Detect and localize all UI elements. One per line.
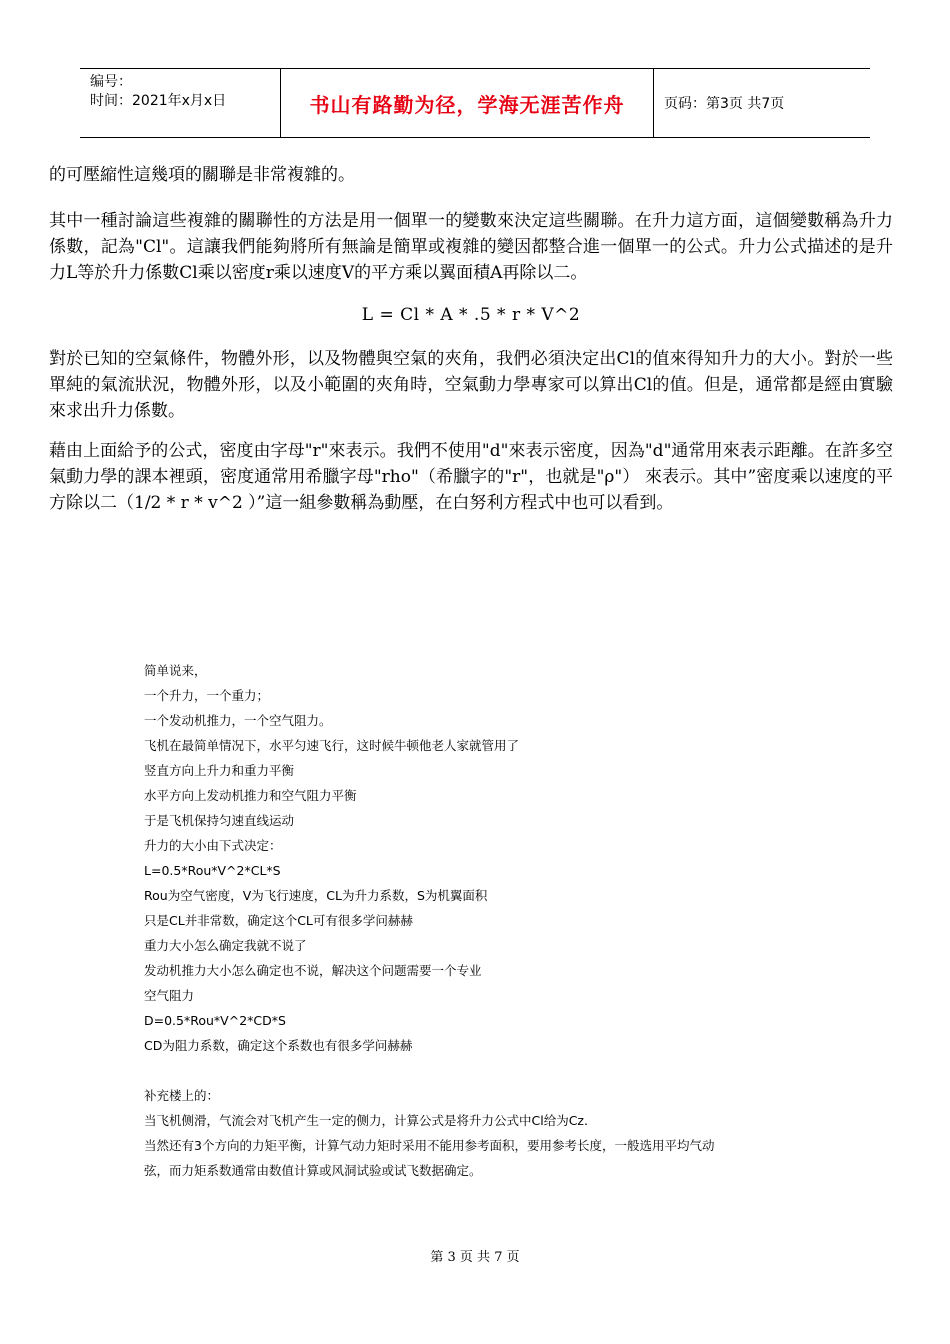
header-meta <box>80 69 281 137</box>
note-line: 于是飞机保持匀速直线运动 <box>144 813 295 828</box>
lift-equation: L=0.5*Rou*V^2*CL*S <box>144 863 281 878</box>
header-page-label: 页码：第3页 共7页 <box>664 96 785 112</box>
note-line: 简单说来， <box>144 663 207 678</box>
paragraph-4: 藉由上面給予的公式，密度由字母"r"來表示。我們不使用"d"來表示密度，因為"d"通常用來表示距離。在許多空氣動力學的課本裡頭，密度通常用希臘字母"rho"（希臘字的"r"，也就是"ρ"） 來表示。其中”密度乘以速度的平方除以二（1/2 * r * v^2 ）”這一組參數稱為動壓，在白努利方程式中也可以看到。 <box>49 441 893 513</box>
paragraph-2: 其中一種討論這些複雜的關聯性的方法是用一個單一的變數來決定這些關聯。在升力這方面，這個變數稱為升力係數，記為"Cl"。這讓我們能夠將所有無論是簡單或複雜的變因都整合進一個單一的公式。升力公式描述的是升力L等於升力係數Cl乘以密度r乘以速度V的平方乘以翼面積A再除以二。 <box>49 211 893 283</box>
supplement-line: 当然还有3个方向的力矩平衡，计算气动力矩时采用不能用参考面积，要用参考长度，一般选用平均气动 <box>144 1138 715 1153</box>
note-line: 一个发动机推力，一个空气阻力。 <box>144 713 332 728</box>
main-text <box>49 162 893 530</box>
spacer <box>144 1058 824 1083</box>
header-motto: 书山有路勤为径，学海无涯苦作舟 <box>281 69 654 137</box>
note-line: Rou为空气密度，V为飞行速度，CL为升力系数，S为机翼面积 <box>144 888 488 903</box>
note-line: 空气阻力 <box>144 988 195 1003</box>
note-line: CD为阻力系数，确定这个系数也有很多学问赫赫 <box>144 1038 413 1053</box>
note-line: 飞机在最简单情况下，水平匀速飞行，这时候牛顿他老人家就管用了 <box>144 738 520 753</box>
page-header <box>80 68 870 138</box>
note-line: 一个升力，一个重力； <box>144 688 270 703</box>
note-line: 发动机推力大小怎么确定也不说，解决这个问题需要一个专业 <box>144 963 482 978</box>
time-label: 时间：2021年x月x日 <box>90 93 227 109</box>
drag-equation: D=0.5*Rou*V^2*CD*S <box>144 1013 286 1028</box>
paragraph-3: 對於已知的空氣條件，物體外形，以及物體與空氣的夾角，我們必須決定出Cl的值來得知升力的大小。對於一些單純的氣流狀況，物體外形，以及小範圍的夾角時，空氣動力學專家可以算出Cl的值。但是，通常都是經由實驗來求出升力係數。 <box>49 349 893 421</box>
note-line: 只是CL并非常数，确定这个CL可有很多学问赫赫 <box>144 913 413 928</box>
note-line: 重力大小怎么确定我就不说了 <box>144 938 307 953</box>
number-label: 编号： <box>90 74 132 90</box>
page-footer: 第 3 页 共 7 页 <box>430 1250 520 1265</box>
note-line: 竖直方向上升力和重力平衡 <box>144 763 295 778</box>
paragraph-1: 的可壓縮性這幾項的關聯是非常複雜的。 <box>49 165 355 185</box>
note-line: 升力的大小由下式决定： <box>144 838 282 853</box>
supplement-line: 当飞机侧滑，气流会对飞机产生一定的侧力，计算公式是将升力公式中Cl给为Cz. <box>144 1113 588 1128</box>
note-line: 水平方向上发动机推力和空气阻力平衡 <box>144 788 357 803</box>
supplement-line: 弦，而力矩系数通常由数值计算或风洞试验或试飞数据确定。 <box>144 1163 482 1178</box>
notes-section <box>144 658 824 1183</box>
supplement-line: 补充楼上的： <box>144 1088 220 1103</box>
lift-formula: L = Cl * A * .5 * r * V^2 <box>361 305 581 325</box>
